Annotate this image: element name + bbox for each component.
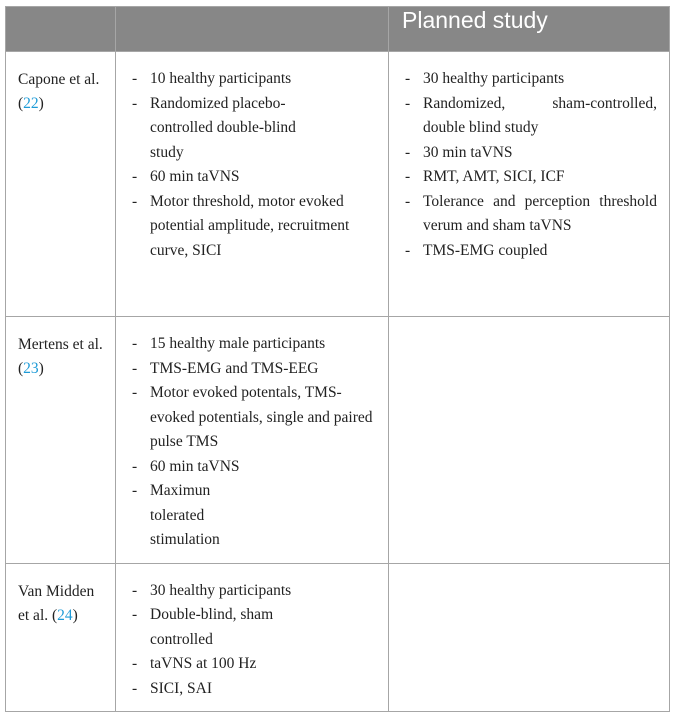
list-item: - 10 healthy participants [130,67,376,92]
header-cell-study [6,7,116,52]
table-row [6,317,670,564]
citation-link[interactable]: 23 [23,360,39,377]
study-details-cell [116,563,389,712]
table-header [6,7,670,52]
planned-study-cell [389,52,670,317]
study-name: Capone et al. [18,71,100,88]
planned-study-cell [389,317,670,564]
list-item: - 60 min taVNS [130,165,376,190]
planned-study-cell [389,563,670,712]
list-item: - SICI, SAI [130,677,376,702]
table-body [6,52,670,712]
study-name-cell: Capone et al. (22) [6,52,116,317]
list-item: - Maximun tolerated stimulation [130,479,376,553]
list-item: - Tolerance and perception threshold verum and sham taVNS [403,190,657,239]
list-item: - taVNS at 100 Hz [130,652,376,677]
list-item: - 30 min taVNS [403,141,657,166]
details-list [130,67,376,263]
header-row [6,7,670,52]
list-item: - 30 healthy participants [403,67,657,92]
study-name: Van Midden et al. [18,582,95,624]
study-details-cell [116,317,389,564]
header-cell-planned-study: Planned study [389,7,670,52]
list-item: - Randomized, sham-controlled, double blind study [403,92,657,141]
list-item: - Motor evoked potentals, TMS-evoked potentials, single and paired pulse TMS [130,381,376,455]
citation-link[interactable]: 22 [23,95,39,112]
study-details-cell [116,52,389,317]
study-name-cell: Van Midden et al. (24) [6,563,116,712]
table-row [6,52,670,317]
list-item: - TMS-EMG coupled [403,239,657,264]
citation-link[interactable]: 24 [57,606,73,624]
list-item: - Double-blind, sham controlled [130,603,376,652]
planned-list [403,67,657,263]
list-item: - 60 min taVNS [130,455,376,480]
study-name: Mertens et al. [18,336,103,353]
list-item: - 30 healthy participants [130,579,376,604]
list-item: - Motor threshold, motor evoked potential amplitude, recruitment curve, SICI [130,190,376,264]
list-item: - Randomized placebo-controlled double-blind study [130,92,376,166]
list-item: - TMS-EMG and TMS-EEG [130,357,376,382]
list-item: - 15 healthy male participants [130,332,376,357]
study-comparison-table [5,6,670,712]
table-row [6,563,670,712]
header-cell-details [116,7,389,52]
details-list [130,579,376,702]
list-item: - RMT, AMT, SICI, ICF [403,165,657,190]
details-list [130,332,376,553]
study-name-cell: Mertens et al. (23) [6,317,116,564]
